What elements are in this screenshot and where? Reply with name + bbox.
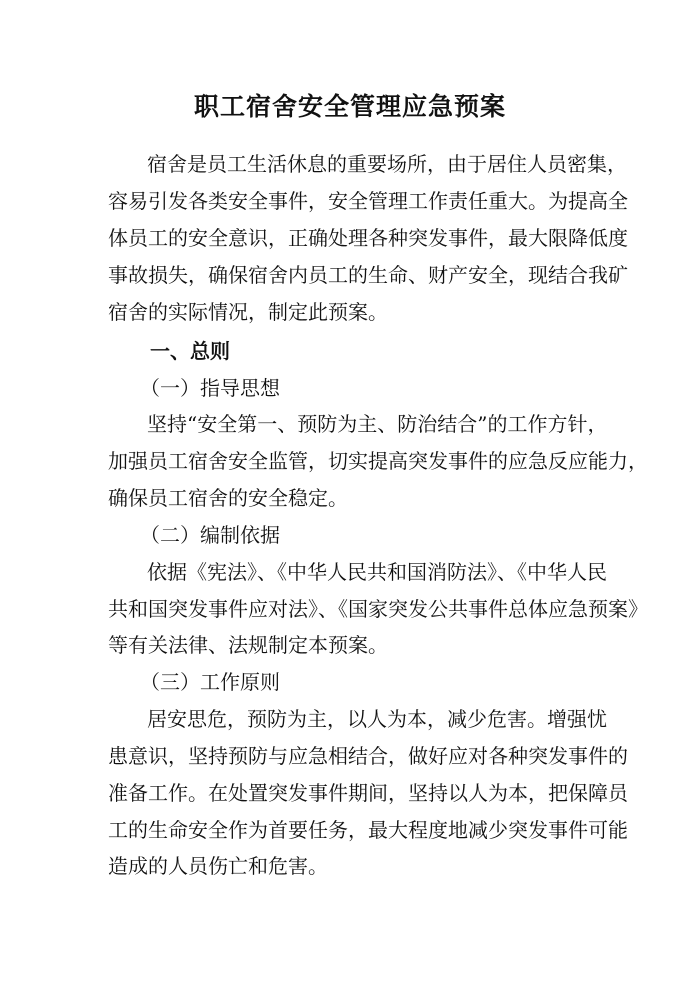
- subsection-heading: （三）工作原则: [140, 670, 280, 694]
- body-line: 依据《宪法》、《中华人民共和国消防法》、《中华人民: [147, 560, 607, 584]
- intro-line: 宿舍的实际情况，制定此预案。: [108, 300, 388, 324]
- body-line: 加强员工宿舍安全监管，切实提高突发事件的应急反应能力，: [108, 449, 648, 473]
- body-line: 坚持“安全第一、预防为主、防治结合”的工作方针，: [147, 412, 608, 436]
- body-line: 工的生命安全作为首要任务，最大程度地减少突发事件可能: [108, 818, 628, 842]
- body-line: 共和国突发事件应对法》、《国家突发公共事件总体应急预案》: [108, 597, 648, 621]
- body-line: 居安思危，预防为主，以人为本，减少危害。增强忧: [147, 707, 607, 731]
- page-title: 职工宿舍安全管理应急预案: [193, 92, 506, 121]
- body-line: 等有关法律、法规制定本预案。: [108, 633, 388, 657]
- intro-line: 宿舍是员工生活休息的重要场所，由于居住人员密集，: [147, 152, 627, 176]
- body-line: 造成的人员伤亡和危害。: [108, 854, 328, 878]
- intro-line: 容易引发各类安全事件，安全管理工作责任重大。为提高全: [108, 189, 628, 213]
- body-line: 确保员工宿舍的安全稳定。: [108, 486, 348, 510]
- intro-line: 事故损失，确保宿舍内员工的生命、财产安全，现结合我矿: [108, 263, 628, 287]
- body-line: 准备工作。在处置突发事件期间，坚持以人为本，把保障员: [108, 781, 628, 805]
- intro-line: 体员工的安全意识，正确处理各种突发事件，最大限降低度: [108, 226, 628, 250]
- subsection-heading: （二）编制依据: [140, 523, 280, 547]
- body-line: 患意识，坚持预防与应急相结合，做好应对各种突发事件的: [108, 744, 628, 768]
- subsection-heading: （一）指导思想: [140, 376, 280, 400]
- section-heading: 一、总则: [150, 339, 230, 363]
